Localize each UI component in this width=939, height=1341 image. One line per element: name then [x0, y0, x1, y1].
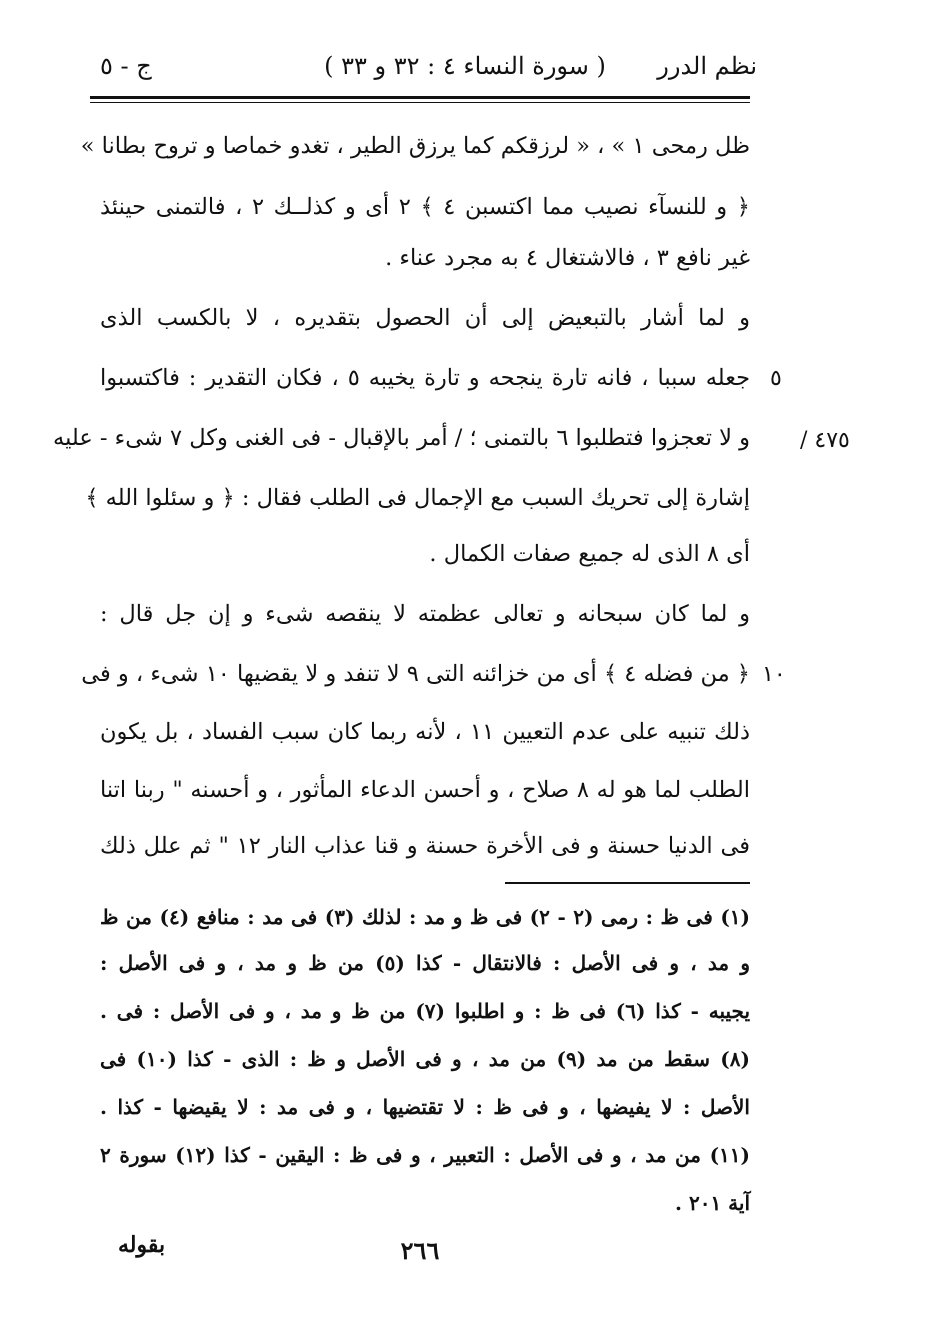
text-line: ظل رمحى ١ » ، « لرزقكم كما يرزق الطير ، تغدو خماصا و تروح بطانا »	[80, 133, 750, 159]
footnote-line: (١١) من مد ، و فى الأصل : التعبير ، و فى ظ : اليقين - كذا (١٢) سورة ٢	[100, 1143, 750, 1167]
text-line: الطلب لما هو له ٨ صلاح ، و أحسن الدعاء المأثور ، و أحسنه " ربنا اتنا	[100, 777, 751, 803]
text-line: أى ٨ الذى له جميع صفات الكمال .	[429, 541, 750, 567]
page-number: ٢٦٦	[400, 1236, 440, 1265]
header-rule-thin	[90, 102, 750, 103]
footnote-line: (٨) سقط من مد (٩) من مد ، و فى الأصل و ظ : الذى - كذا (١٠) فى	[100, 1047, 750, 1071]
footnote-line: و مد ، و فى الأصل : فالانتقال - كذا (٥) من ظ و مد ، و فى الأصل :	[100, 951, 751, 975]
text-line: و لما كان سبحانه و تعالى عظمته لا ينقصه شىء و إن جل قال :	[100, 601, 750, 627]
text-line: ﴿ من فضله ٤ ﴾ أى من خزائنه التى ٩ لا تنفد و لا يقضيها ١٠ شىء ، و فى	[81, 661, 750, 687]
volume-label: ج - ٥	[100, 52, 152, 80]
text-line: ﴿ و للنسآء نصيب مما اكتسبن ٤ ﴾ ٢ أى و كذلــك ٢ ، فالتمنى حينئذ	[100, 194, 750, 220]
line-number-5: ٥	[770, 366, 782, 391]
text-line: غير نافع ٣ ، فالاشتغال ٤ به مجرد عناء .	[385, 245, 750, 271]
text-line: فى الدنيا حسنة و فى الأخرة حسنة و قنا عذاب النار ١٢ " ثم علل ذلك	[100, 833, 750, 859]
text-line: إشارة إلى تحريك السبب مع الإجمال فى الطلب فقال : ﴿ و سئلوا الله ﴾	[85, 485, 750, 511]
text-line: و لا تعجزوا فتطلبوا ٦ بالتمنى ؛ / أمر بالإقبال - فى الغنى وكل ٧ شىء - عليه	[53, 425, 750, 451]
text-line: جعله سببا ، فانه تارة ينجحه و تارة يخيبه ٥ ، فكان التقدير : فاكتسبوا	[100, 365, 750, 391]
manuscript-folio-marker: ٤٧٥ /	[800, 428, 850, 453]
book-title: نظم الدرر	[657, 52, 757, 80]
header-rule-thick	[90, 96, 750, 99]
footnote-line: آية ٢٠١ .	[675, 1191, 750, 1215]
text-line: ذلك تنبيه على عدم التعيين ١١ ، لأنه ربما كان سبب الفساد ، بل يكون	[100, 719, 750, 745]
surah-reference: ( سورة النساء ٤ : ٣٢ و ٣٣ )	[324, 52, 606, 80]
footnote-separator	[505, 882, 750, 884]
catchword: بقوله	[118, 1232, 166, 1258]
footnote-line: الأصل : لا يفيضها ، و فى ظ : لا تقتضيها ، و فى مد : لا يقيضها - كذا .	[100, 1095, 750, 1119]
line-number-10: ١٠	[762, 662, 786, 687]
text-line: و لما أشار بالتبعيض إلى أن الحصول بتقديره ، لا بالكسب الذى	[100, 305, 750, 331]
footnote-line: يجيبه - كذا (٦) فى ظ : و اطلبوا (٧) من ظ و مد ، و فى الأصل : فى .	[100, 999, 751, 1023]
footnote-line: (١) فى ظ : رمى (٢ - ٢) فى ظ و مد : لذلك (٣) فى مد : منافع (٤) من ظ	[100, 905, 751, 929]
